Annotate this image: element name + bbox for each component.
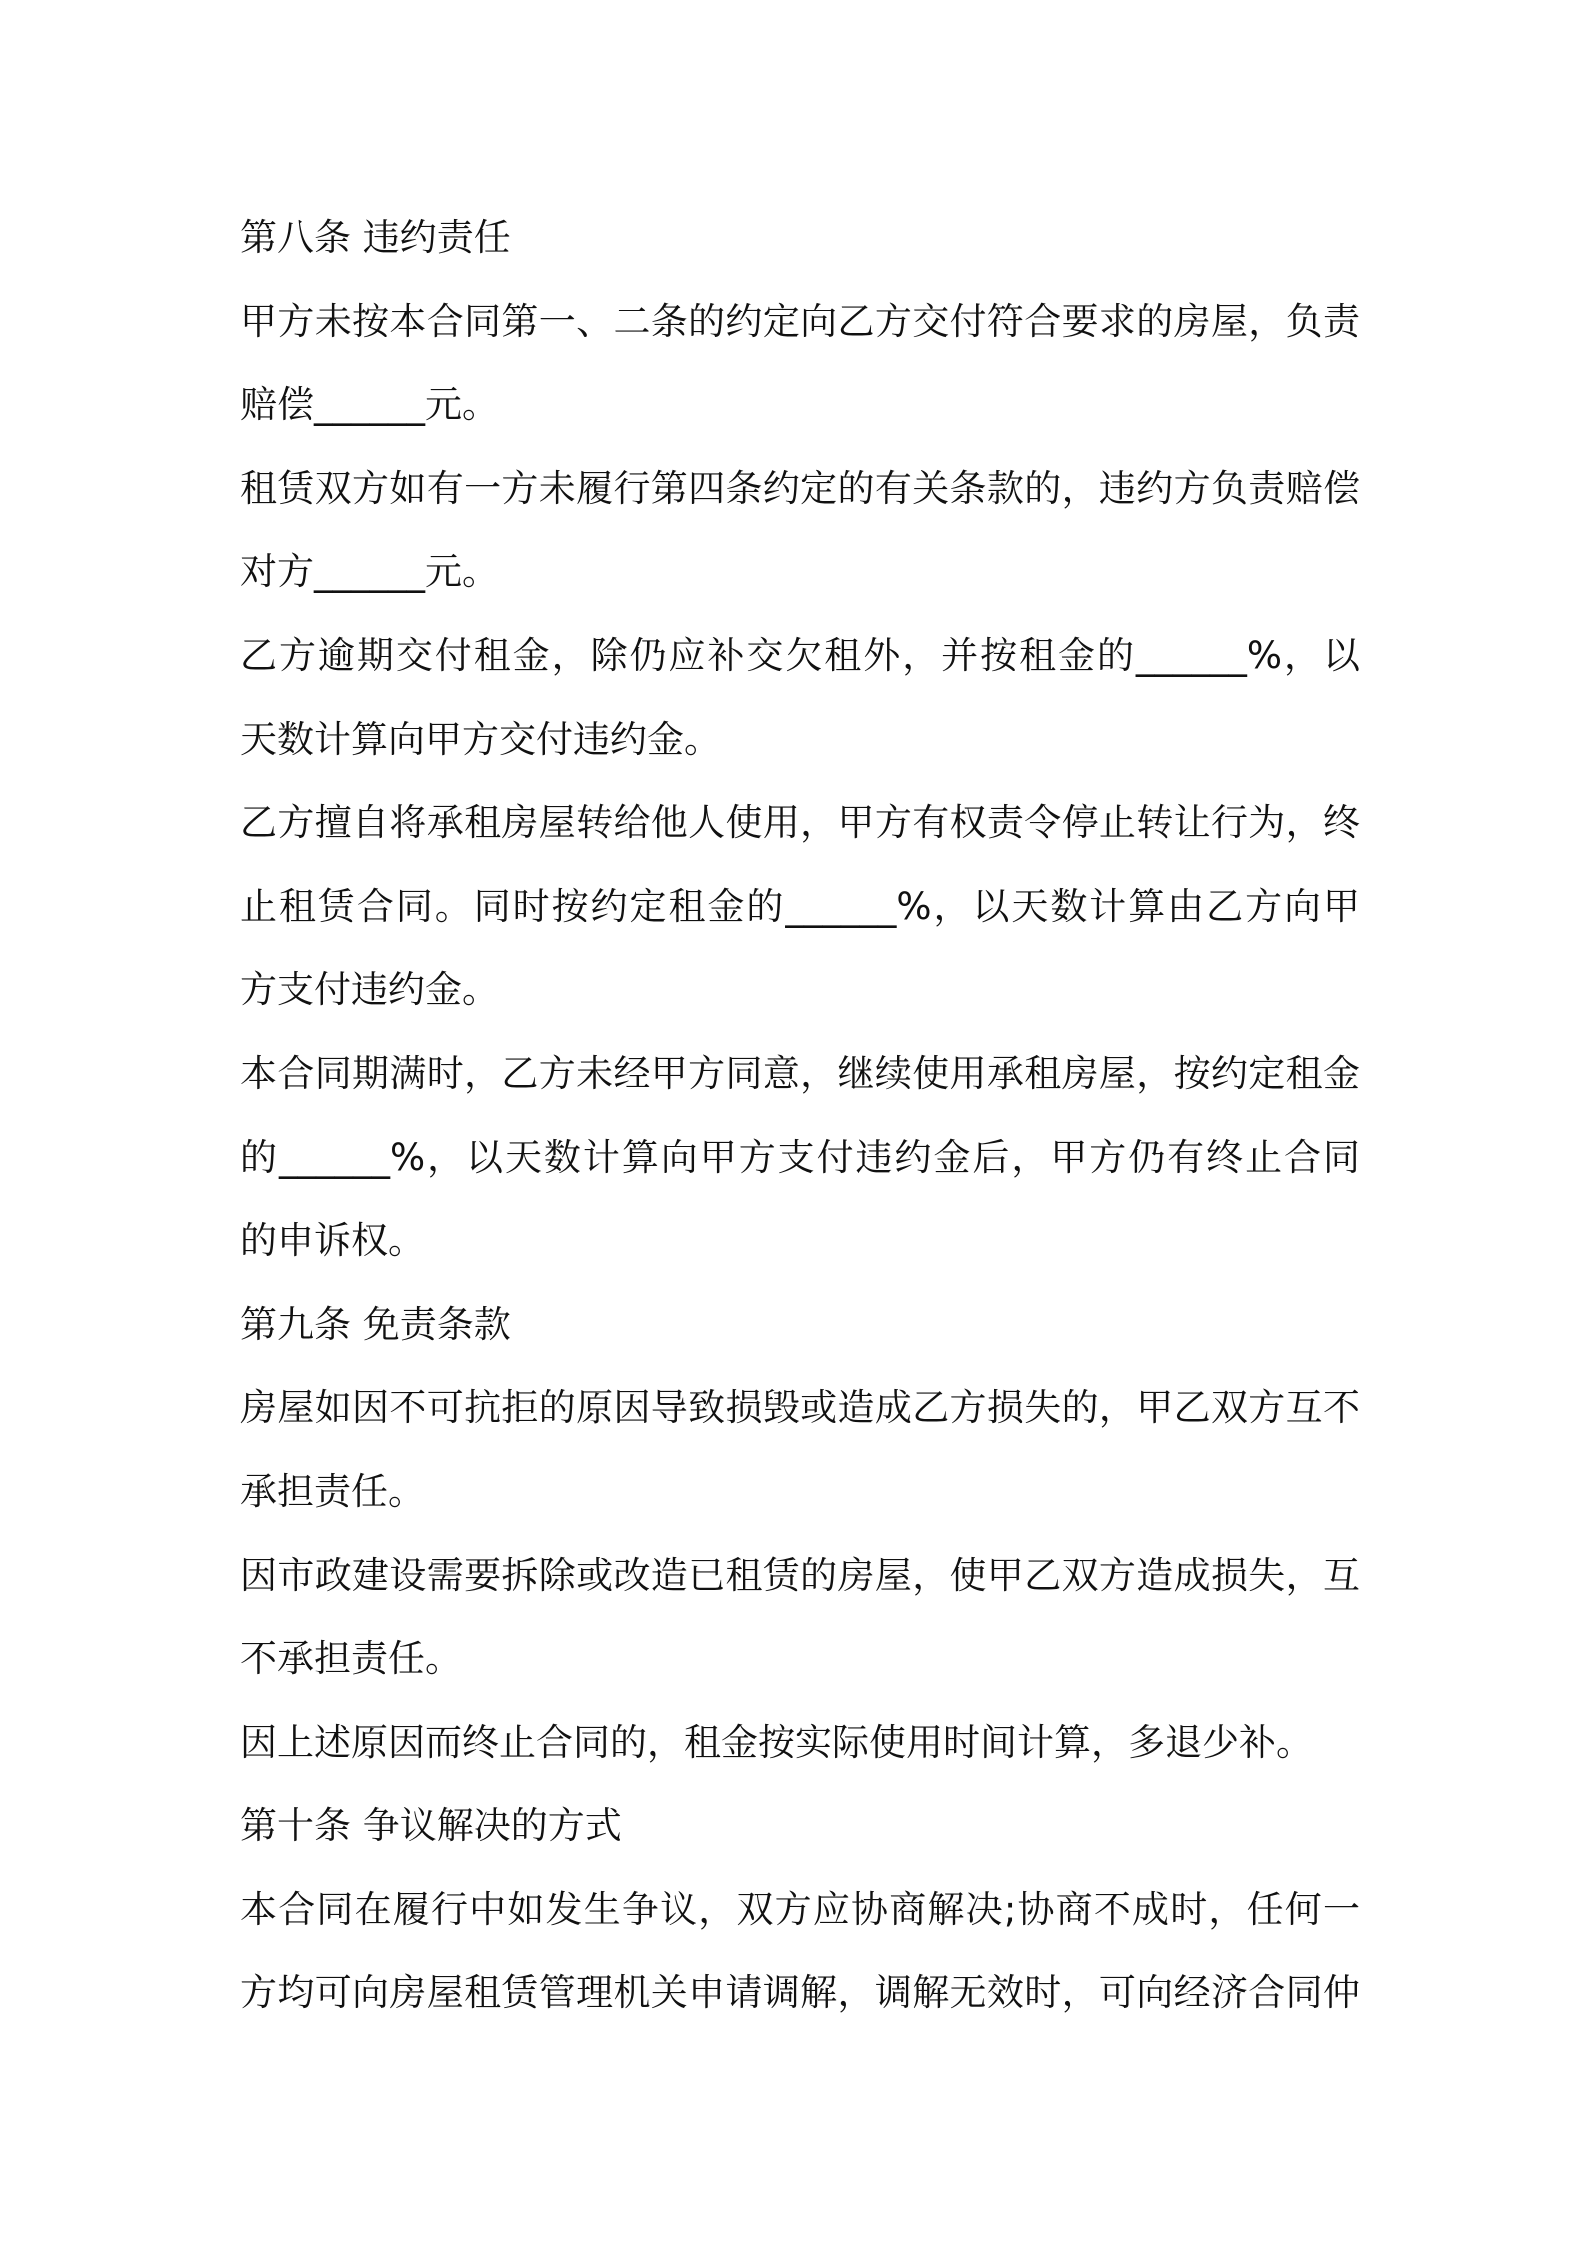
paragraph-line: 赔偿______元。	[240, 383, 499, 427]
paragraph-line: 止租赁合同。同时按约定租金的______%，以天数计算由乙方向甲	[240, 884, 1360, 928]
article-9-heading: 第九条 免责条款	[240, 1302, 511, 1346]
paragraph-line: 房屋如因不可抗拒的原因导致损毁或造成乙方损失的，甲乙双方互不	[240, 1386, 1360, 1430]
paragraph-line: 乙方擅自将承租房屋转给他人使用，甲方有权责令停止转让行为，终	[240, 801, 1360, 845]
paragraph-line: 本合同在履行中如发生争议，双方应协商解决;协商不成时，任何一	[240, 1887, 1360, 1931]
paragraph-line: 本合同期满时，乙方未经甲方同意，继续使用承租房屋，按约定租金	[240, 1051, 1360, 1095]
article-10-heading: 第十条 争议解决的方式	[240, 1804, 622, 1848]
paragraph-line: 乙方逾期交付租金，除仍应补交欠租外，并按租金的______%，以	[240, 633, 1360, 677]
paragraph-line: 天数计算向甲方交付违约金。	[240, 717, 721, 761]
article-8-heading: 第八条 违约责任	[240, 216, 511, 259]
paragraph-line: 不承担责任。	[240, 1637, 462, 1681]
paragraph-line: 的申诉权。	[240, 1219, 425, 1263]
paragraph-line: 承担责任。	[240, 1469, 425, 1513]
paragraph-line: 方均可向房屋租赁管理机关申请调解，调解无效时，可向经济合同仲	[240, 1971, 1360, 2015]
document-body	[240, 196, 1360, 2035]
paragraph-line: 的______%，以天数计算向甲方支付违约金后，甲方仍有终止合同	[240, 1135, 1360, 1179]
paragraph-line: 甲方未按本合同第一、二条的约定向乙方交付符合要求的房屋，负责	[240, 299, 1360, 343]
paragraph-line: 因市政建设需要拆除或改造已租赁的房屋，使甲乙双方造成损失，互	[240, 1553, 1360, 1597]
paragraph-line: 对方______元。	[240, 550, 499, 594]
paragraph-line: 方支付违约金。	[240, 968, 499, 1012]
paragraph-line: 因上述原因而终止合同的，租金按实际使用时间计算，多退少补。	[240, 1720, 1313, 1764]
paragraph-line: 租赁双方如有一方未履行第四条约定的有关条款的，违约方负责赔偿	[240, 466, 1360, 510]
